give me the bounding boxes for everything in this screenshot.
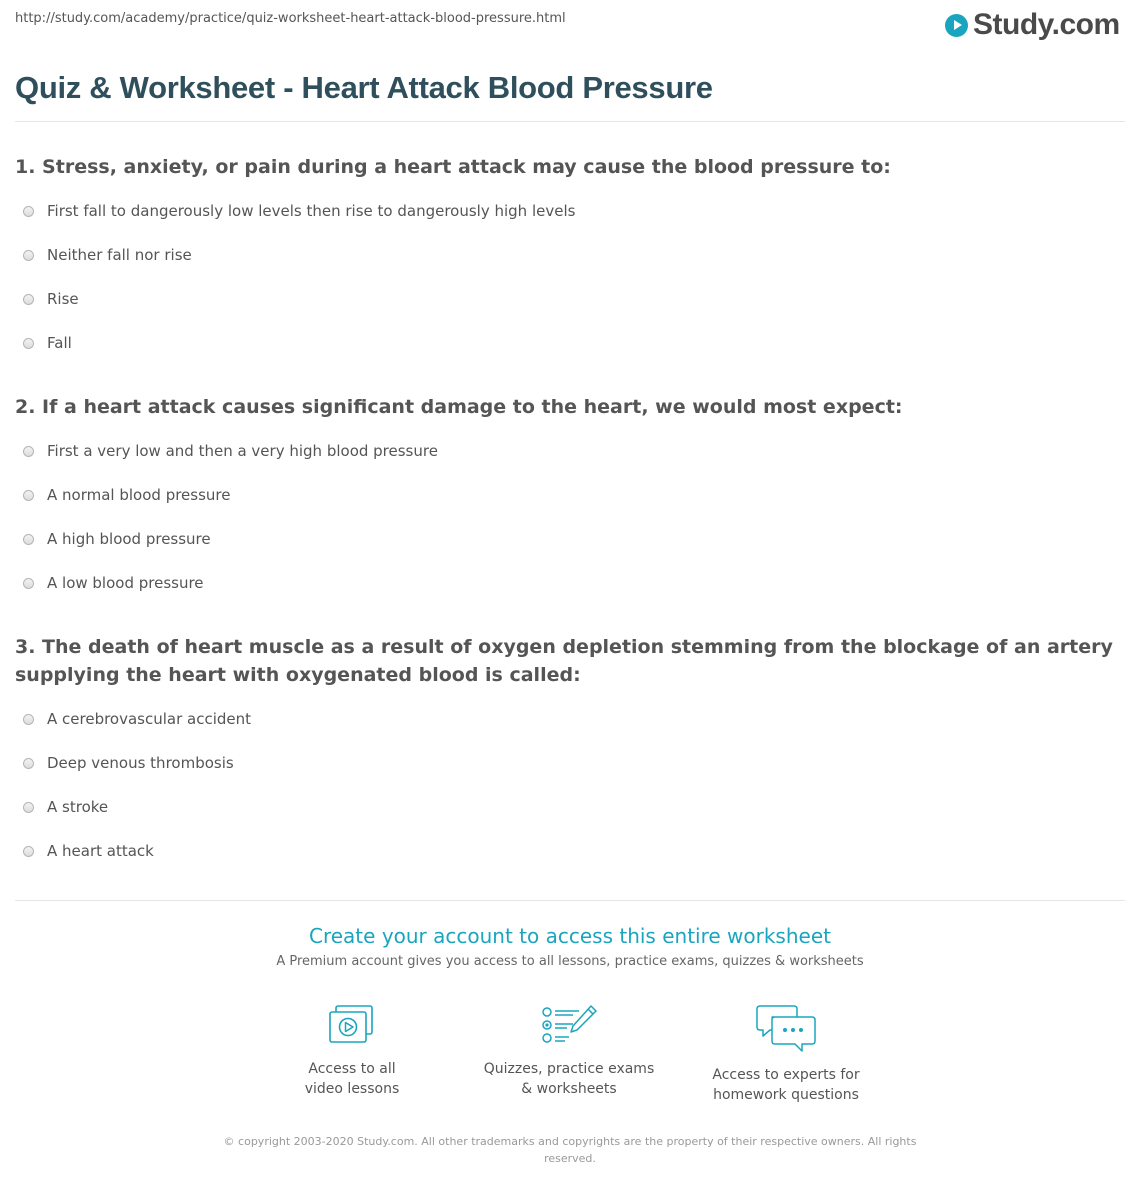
feature-label-line: Quizzes, practice exams (483, 1061, 655, 1077)
answer-options (15, 703, 1125, 879)
play-logo-icon (945, 14, 968, 37)
answer-option[interactable] (15, 835, 1125, 879)
answer-option[interactable] (15, 479, 1125, 523)
answer-label: A stroke (47, 798, 109, 816)
question-text: 3. The death of heart muscle as a result of oxygen depletion stemming from the blockage of an artery supplying the heart with oxygenated blood is called: (15, 636, 1113, 686)
feature-video-lessons (252, 1003, 452, 1099)
question-3 (15, 633, 1125, 879)
answer-option[interactable] (15, 703, 1125, 747)
answer-label: Neither fall nor rise (47, 246, 192, 264)
answer-option[interactable] (15, 523, 1125, 567)
answer-option[interactable] (15, 791, 1125, 835)
question-text: 1. Stress, anxiety, or pain during a heart attack may cause the blood pressure to: (15, 156, 891, 178)
video-lessons-icon (326, 1003, 378, 1049)
question-1 (15, 153, 1125, 371)
answer-option[interactable] (15, 567, 1125, 611)
radio-button[interactable] (23, 294, 34, 305)
cta-divider (15, 900, 1125, 901)
radio-button[interactable] (23, 714, 34, 725)
answer-options (15, 435, 1125, 611)
study-logo[interactable] (945, 6, 1120, 44)
radio-button[interactable] (23, 250, 34, 261)
cta-title-link[interactable]: Create your account to access this entire worksheet (309, 924, 831, 948)
page-title: Quiz & Worksheet - Heart Attack Blood Pressure (15, 70, 713, 105)
logo-text: Study.com (973, 8, 1120, 41)
answer-option[interactable] (15, 239, 1125, 283)
answer-label: A high blood pressure (47, 530, 211, 548)
feature-label-line: video lessons (304, 1081, 400, 1097)
radio-button[interactable] (23, 758, 34, 769)
copyright-notice (0, 1133, 1140, 1167)
title-divider (15, 121, 1125, 122)
answer-label: Rise (47, 290, 79, 308)
answer-label: A low blood pressure (47, 574, 204, 592)
quiz-checklist-icon (539, 1003, 599, 1049)
question-2 (15, 393, 1125, 611)
feature-label-line: homework questions (713, 1087, 859, 1103)
answer-option[interactable] (15, 195, 1125, 239)
answer-option[interactable] (15, 283, 1125, 327)
answer-label: A normal blood pressure (47, 486, 231, 504)
radio-button[interactable] (23, 206, 34, 217)
answer-label: First a very low and then a very high blood pressure (47, 442, 438, 460)
answer-label: First fall to dangerously low levels then rise to dangerously high levels (47, 202, 576, 220)
chat-bubbles-icon (754, 1003, 818, 1055)
question-text: 2. If a heart attack causes significant damage to the heart, we would most expect: (15, 396, 903, 418)
feature-label-line: Access to experts for (712, 1067, 860, 1083)
answer-label: Deep venous thrombosis (47, 754, 234, 772)
radio-button[interactable] (23, 490, 34, 501)
feature-label-line: & worksheets (521, 1081, 617, 1097)
radio-button[interactable] (23, 534, 34, 545)
radio-button[interactable] (23, 578, 34, 589)
radio-button[interactable] (23, 802, 34, 813)
cta-subtitle: A Premium account gives you access to all lessons, practice exams, quizzes & worksheets (276, 954, 864, 969)
page-url: http://study.com/academy/practice/quiz-worksheet-heart-attack-blood-pressure.html (15, 11, 566, 26)
copyright-line: reserved. (544, 1152, 596, 1165)
radio-button[interactable] (23, 338, 34, 349)
radio-button[interactable] (23, 846, 34, 857)
answer-option[interactable] (15, 435, 1125, 479)
feature-experts (686, 1003, 886, 1105)
answer-label: Fall (47, 334, 72, 352)
answer-label: A cerebrovascular accident (47, 710, 252, 728)
radio-button[interactable] (23, 446, 34, 457)
answer-option[interactable] (15, 327, 1125, 371)
answer-label: A heart attack (47, 842, 154, 860)
answer-options (15, 195, 1125, 371)
copyright-line: © copyright 2003-2020 Study.com. All other trademarks and copyrights are the property of their respective owners. All rights (223, 1135, 917, 1148)
signup-cta (0, 924, 1140, 969)
answer-option[interactable] (15, 747, 1125, 791)
feature-label-line: Access to all (308, 1061, 396, 1077)
feature-quizzes (469, 1003, 669, 1099)
